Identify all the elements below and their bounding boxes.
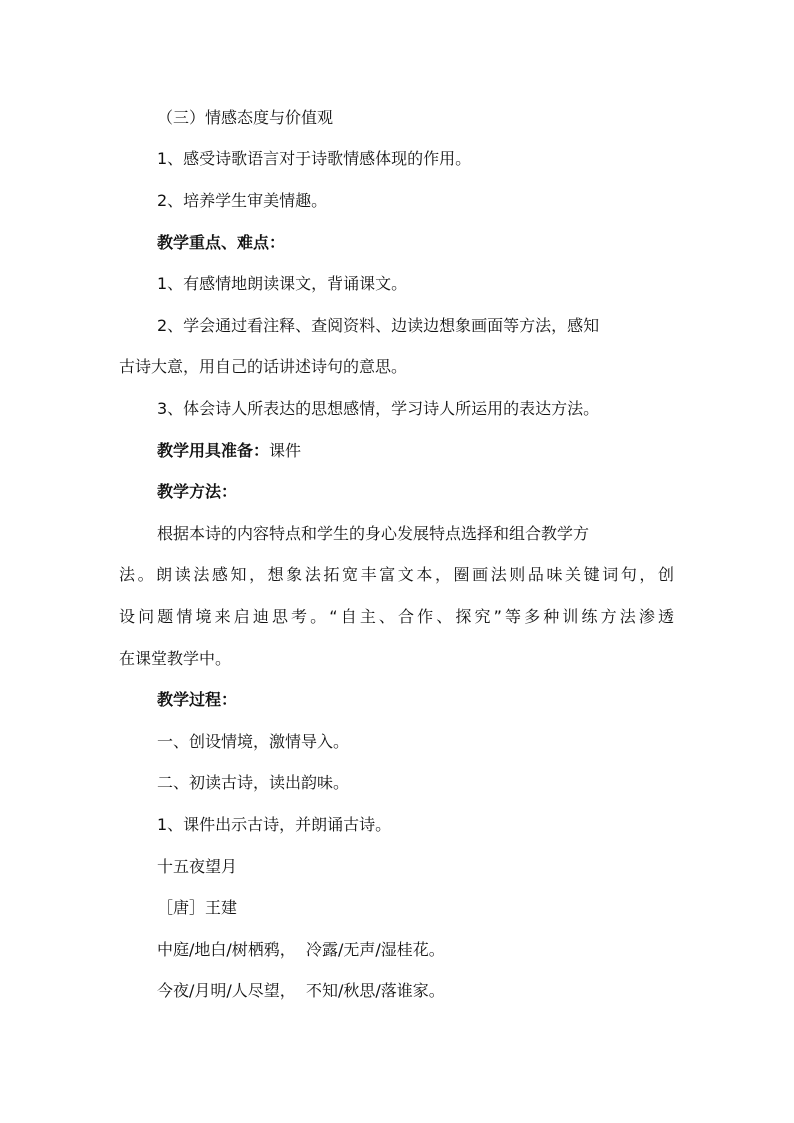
key-points-heading: 教学重点、难点：	[157, 233, 286, 252]
key-point-3: 3、体会诗人所表达的思想感情，学习诗人所运用的表达方法。	[157, 399, 600, 418]
methods-heading: 教学方法：	[157, 482, 238, 501]
tools-label: 教学用具准备：	[157, 441, 270, 460]
key-point-2-line-1: 2、学会通过看注释、查阅资料、边读边想象画面等方法，感知	[157, 316, 600, 335]
poem-title: 十五夜望月	[157, 857, 238, 876]
step-2: 二、初读古诗，读出韵味。	[157, 773, 350, 792]
poem-line-2: 今夜/月明/人尽望， 不知/秋思/落谁家。	[157, 981, 445, 1000]
poem-author: ［唐］王建	[157, 898, 238, 917]
methods-line-3: 设问题情境来启迪思考。“自主、合作、探究”等多种训练方法渗透	[119, 607, 674, 626]
methods-line-1: 根据本诗的内容特点和学生的身心发展特点选择和组合教学方	[157, 524, 590, 543]
key-point-2-line-2: 古诗大意，用自己的话讲述诗句的意思。	[119, 357, 408, 376]
affective-goal-2: 2、培养学生审美情趣。	[157, 191, 328, 210]
process-heading: 教学过程：	[157, 690, 238, 709]
step-1: 一、创设情境，激情导入。	[157, 732, 350, 751]
affective-goal-1: 1、感受诗歌语言对于诗歌情感体现的作用。	[157, 149, 472, 168]
step-2-1: 1、课件出示古诗，并朗诵古诗。	[157, 815, 392, 834]
poem-line-1: 中庭/地白/树栖鸦， 冷露/无声/湿桂花。	[157, 940, 445, 959]
key-point-1: 1、有感情地朗读课文，背诵课文。	[157, 274, 408, 293]
tools-line	[157, 440, 301, 462]
section-affective-heading: （三）情感态度与价值观	[157, 108, 334, 127]
tools-value: 课件	[269, 441, 302, 460]
methods-line-2: 法。朗读法感知，想象法拓宽丰富文本，圈画法则品味关键词句，创	[119, 565, 674, 584]
methods-line-4: 在课堂教学中。	[119, 649, 232, 668]
